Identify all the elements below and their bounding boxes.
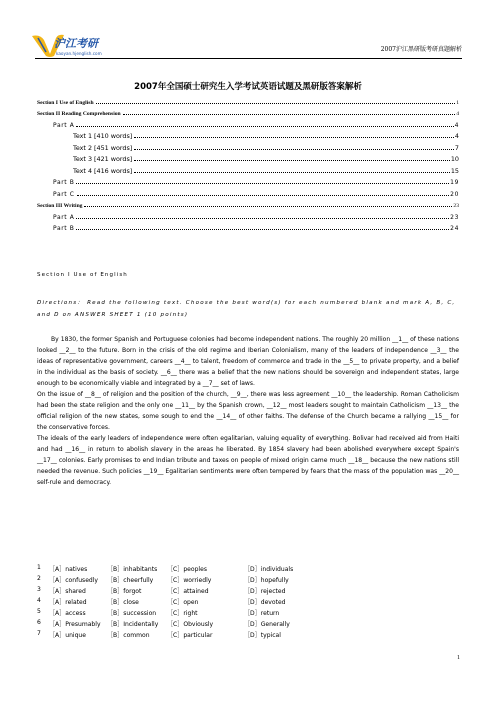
document-title: 2007年全国硕士研究生入学考试英语试题及黑研版答案解析 [134, 82, 362, 92]
option-b: ［B］close [107, 599, 139, 606]
option-number: 1 [37, 564, 41, 571]
option-d: ［D］hopefully [244, 577, 289, 584]
option-b: ［B］common [107, 632, 150, 639]
toc-leader-dots [96, 103, 456, 104]
toc-entry-page: 23 [453, 203, 459, 209]
toc-entry[interactable] [37, 163, 459, 175]
passage [37, 334, 459, 488]
toc-entry-label: Text 3 [421 words] [73, 155, 133, 163]
option-number: 7 [37, 630, 41, 637]
toc-entry-label: Text 2 [451 words] [73, 143, 133, 152]
option-d: ［D］devoted [244, 599, 286, 606]
option-c: ［C］Obviously [167, 621, 214, 628]
option-d: ［D］individuals [244, 566, 294, 573]
option-b: ［B］succession [107, 610, 157, 617]
option-c: ［C］open [167, 599, 199, 606]
toc-entry[interactable] [37, 152, 459, 164]
option-c: ［C］right [167, 610, 198, 617]
option-a: ［A］natives [49, 566, 88, 573]
option-c: ［C］particular [167, 632, 213, 639]
toc-entry-label: Text 1 [410 words] [73, 132, 133, 140]
toc-entry-page: 19 [450, 179, 459, 186]
toc-entry[interactable] [37, 175, 459, 187]
option-c: ［C］attained [167, 588, 209, 595]
toc-entry-label: Section I Use of English [37, 99, 94, 106]
option-a: ［A］Presumably [49, 621, 101, 628]
page-number: 1 [457, 655, 460, 661]
option-d: ［D］rejected [244, 588, 286, 595]
toc-leader-dots [84, 206, 452, 207]
toc-entry[interactable] [37, 198, 459, 210]
option-c: ［C］worriedly [167, 577, 212, 584]
toc-entry-label: Text 4 [416 words] [73, 166, 133, 175]
toc-entry[interactable] [37, 221, 459, 233]
option-a: ［A］related [49, 599, 87, 606]
toc-entry-page: 7 [454, 143, 459, 152]
toc-entry-page: 15 [450, 166, 459, 175]
toc-entry-label: Part A [53, 213, 75, 221]
toc-entry-page: 24 [450, 225, 459, 232]
option-number: 4 [37, 597, 41, 604]
toc-entry-label: Section II Reading Comprehension [37, 111, 121, 117]
toc-entry-page: 4 [456, 111, 459, 117]
toc-entry-page: 23 [450, 213, 459, 221]
toc-entry-page: 4 [454, 121, 459, 129]
toc-entry-label: Section III Writing [37, 203, 83, 209]
toc-entry-page: 20 [450, 190, 459, 198]
toc-entry[interactable] [37, 140, 459, 152]
toc-entry[interactable] [37, 94, 459, 106]
option-number: 6 [37, 619, 41, 626]
directions-text: Directions： Read the following text. Choose the best word(s) for each numbered blank and mark A, B, C, and D on ANSWER SHEET 1 (10 points) [37, 300, 456, 318]
toc-entry[interactable] [37, 209, 459, 221]
toc-leader-dots [134, 149, 454, 150]
option-d: ［D］Generally [244, 621, 290, 628]
toc-entry-page: 1 [456, 99, 459, 106]
toc-leader-dots [76, 183, 449, 184]
logo-url: kaoyan.hjenglish.com [56, 51, 102, 56]
option-b: ［B］cheerfully [107, 577, 154, 584]
header-title: 2007沪江黑研版考研真题解析 [380, 46, 462, 53]
option-number: 2 [37, 575, 41, 582]
toc-entry[interactable] [37, 186, 459, 198]
option-c: ［C］peoples [167, 566, 207, 573]
toc-entry-label: Part C [53, 190, 75, 198]
toc-entry[interactable] [37, 106, 459, 118]
toc-leader-dots [77, 195, 450, 196]
option-number: 3 [37, 586, 41, 593]
logo-graphic [30, 32, 130, 58]
toc-leader-dots [134, 172, 450, 173]
table-of-contents [37, 94, 459, 232]
passage-paragraph-2: On the issue of __8__ of religion and the position of the church, __9__, there was less agreement __10__ the leadership. Roman Catholicism had been the state religion and the only one __11__ by the Spanish crown, __12__ most leaders sought to maintain Catholicism __13__ the official religion of the new states, some sough to end the __14__ of other faiths. The defense of the Church became a rallying __15__ for the conservative forces. [37, 391, 459, 431]
toc-leader-dots [134, 160, 450, 161]
section-heading: Section I Use of English [37, 272, 128, 278]
toc-leader-dots [76, 229, 449, 230]
toc-entry-page: 10 [450, 155, 459, 163]
toc-leader-dots [123, 114, 456, 115]
option-b: ［B］Incidentally [107, 621, 159, 628]
option-a: ［A］shared [49, 588, 86, 595]
passage-paragraph-1: By 1830, the former Spanish and Portuguese colonies had become independent nations. The roughly 20 million __1__ of these nations looked __2__ to the future. Born in the crisis of the old regime and Iberian Colonialism, many of the leaders of independence __3__ the ideas of representative government, careers __4__ to talent, freedom of commerce and trade in the __5__ to private property, and a belief in the individual as the basis of society. __6__ there was a belief that the new nations should be sovereign and independent states, large enough to be economically viable and integrated by a __7__ set of laws. [37, 336, 459, 387]
option-b: ［B］inhabitants [107, 566, 158, 573]
option-b: ［B］forgot [107, 588, 142, 595]
toc-leader-dots [76, 218, 449, 219]
toc-leader-dots [76, 126, 453, 127]
toc-entry-label: Part B [53, 179, 75, 186]
option-a: ［A］confusedly [49, 577, 99, 584]
toc-entry-page: 4 [454, 132, 459, 140]
option-number: 5 [37, 608, 41, 615]
option-a: ［A］access [49, 610, 86, 617]
passage-paragraph-3: The ideals of the early leaders of independence were often egalitarian, valuing equality of everything. Bolivar had received aid from Haiti and had __16__ in return to abolish slavery in the areas he liberated. By 1854 slavery had been abolished everywhere except Spain's __17__ colonies. Early promises to end Indian tribute and taxes on people of mixed origin came much __18__ because the new nations still needed the revenue. Such policies __19__ Egalitarian sentiments were often tempered by fears that the mass of the population was __20__ self-rule and democracy. [37, 435, 459, 486]
logo-text: 沪江考研 [54, 37, 98, 50]
option-d: ［D］typical [244, 632, 281, 639]
toc-entry[interactable] [37, 129, 459, 141]
header-divider [35, 58, 462, 59]
option-a: ［A］unique [49, 632, 86, 639]
toc-leader-dots [134, 137, 454, 138]
option-d: ［D］return [244, 610, 280, 617]
hujiang-logo [30, 32, 130, 58]
toc-entry-label: Part A [53, 121, 75, 129]
toc-entry-label: Part B [53, 225, 75, 232]
toc-entry[interactable] [37, 117, 459, 129]
